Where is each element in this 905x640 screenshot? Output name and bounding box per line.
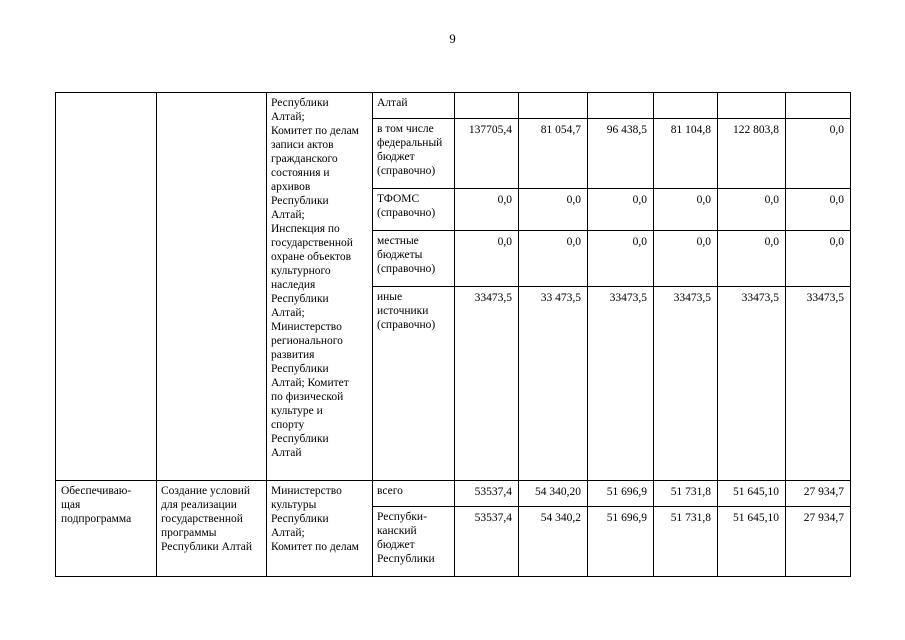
value-cell: 0,0 [718, 189, 786, 231]
block1-program-cell [56, 93, 157, 481]
value-cell: 51 696,9 [588, 507, 654, 577]
value-cell: 27 934,7 [786, 507, 851, 577]
value-cell: 96 438,5 [588, 119, 654, 189]
value-cell: 27 934,7 [786, 481, 851, 507]
value-cell: 0,0 [588, 231, 654, 287]
value-cell: 81 054,7 [519, 119, 588, 189]
funding-source-cell: иные источники (справочно) [373, 287, 455, 481]
value-cell: 33473,5 [588, 287, 654, 481]
value-cell: 33473,5 [718, 287, 786, 481]
funding-source-cell: ТФОМС (справочно) [373, 189, 455, 231]
value-cell [455, 93, 519, 119]
value-cell: 122 803,8 [718, 119, 786, 189]
value-cell: 54 340,20 [519, 481, 588, 507]
value-cell: 51 731,8 [654, 481, 718, 507]
funding-source-cell: всего [373, 481, 455, 507]
value-cell: 137705,4 [455, 119, 519, 189]
value-cell: 0,0 [654, 231, 718, 287]
value-cell: 0,0 [654, 189, 718, 231]
table-body [56, 93, 851, 577]
value-cell [519, 93, 588, 119]
value-cell: 54 340,2 [519, 507, 588, 577]
value-cell: 51 731,8 [654, 507, 718, 577]
block1-responsible-cell: Республики Алтай; Комитет по делам записи актов гражданского состояния и архивов Республики Алтай; Инспекция по государственной охране объектов культурного наследия Республики Алтай; Министерство регионального развития Республики Алтай; Комитет по физической культуре и спорту Республики Алтай [267, 93, 373, 481]
value-cell: 0,0 [455, 189, 519, 231]
value-cell: 0,0 [786, 119, 851, 189]
value-cell [588, 93, 654, 119]
table-row [56, 93, 851, 119]
value-cell: 0,0 [455, 231, 519, 287]
value-cell: 0,0 [718, 231, 786, 287]
value-cell: 0,0 [786, 189, 851, 231]
block2-goal-cell: Создание условий для реализации государственной программы Республики Алтай [157, 481, 267, 577]
block2-program-cell: Обеспечиваю- щая подпрограмма [56, 481, 157, 577]
budget-table [55, 92, 851, 577]
value-cell [654, 93, 718, 119]
table-row [56, 481, 851, 507]
value-cell: 33473,5 [786, 287, 851, 481]
value-cell: 53537,4 [455, 507, 519, 577]
value-cell: 0,0 [519, 189, 588, 231]
block2-responsible-cell: Министерство культуры Республики Алтай; Комитет по делам [267, 481, 373, 577]
value-cell: 51 645,10 [718, 507, 786, 577]
funding-source-cell: Алтай [373, 93, 455, 119]
value-cell: 51 645,10 [718, 481, 786, 507]
page-number: 9 [449, 31, 456, 46]
value-cell: 33473,5 [455, 287, 519, 481]
value-cell [718, 93, 786, 119]
funding-source-cell: Респубки- канский бюджет Республики [373, 507, 455, 577]
funding-source-cell: местные бюджеты (справочно) [373, 231, 455, 287]
block1-goal-cell [157, 93, 267, 481]
value-cell [786, 93, 851, 119]
value-cell: 0,0 [786, 231, 851, 287]
value-cell: 81 104,8 [654, 119, 718, 189]
value-cell: 0,0 [519, 231, 588, 287]
value-cell: 51 696,9 [588, 481, 654, 507]
value-cell: 33 473,5 [519, 287, 588, 481]
value-cell: 33473,5 [654, 287, 718, 481]
value-cell: 53537,4 [455, 481, 519, 507]
funding-source-cell: в том числе федеральный бюджет (справочно) [373, 119, 455, 189]
value-cell: 0,0 [588, 189, 654, 231]
